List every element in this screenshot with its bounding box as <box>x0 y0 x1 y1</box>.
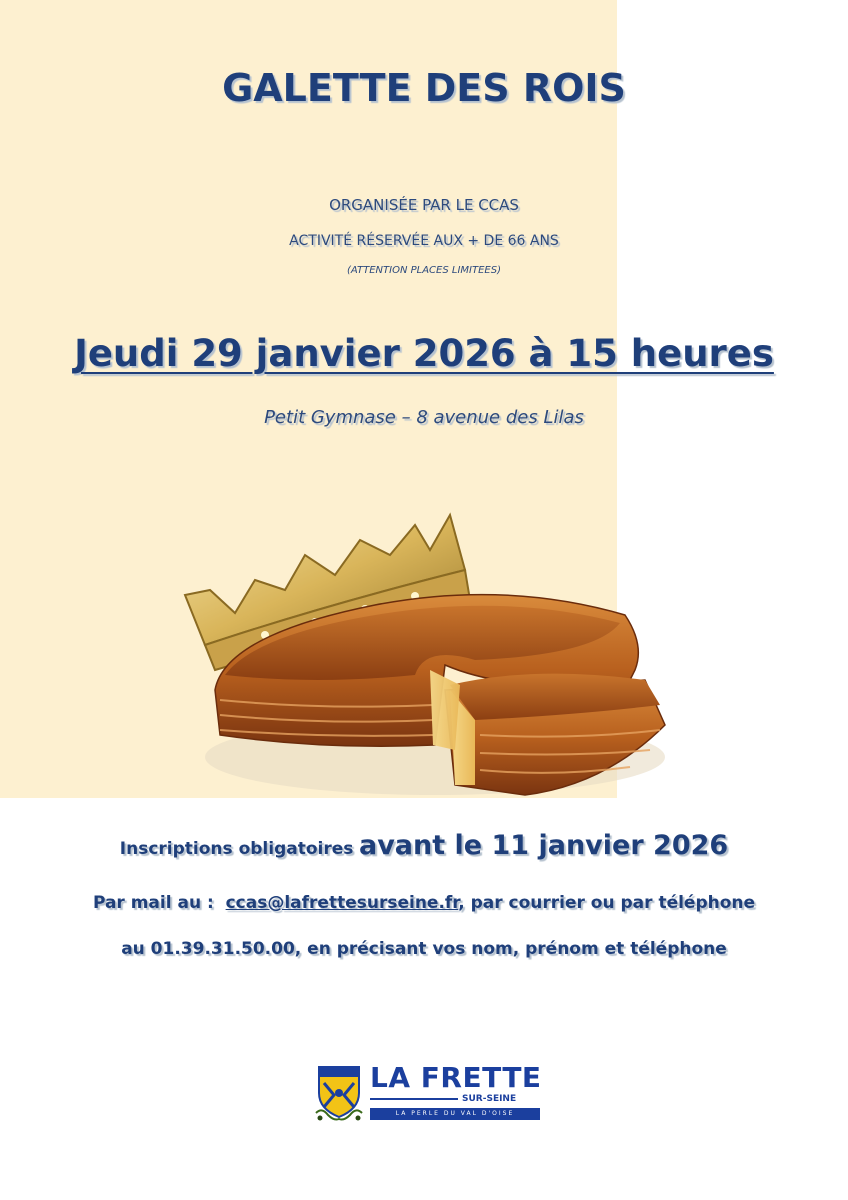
mail-prefix: Par mail au : <box>92 893 214 913</box>
registration-deadline: avant le 11 janvier 2026 <box>358 830 729 861</box>
logo-subtitle: SUR-SEINE <box>462 1094 517 1104</box>
galette-with-crown-illustration <box>175 495 675 810</box>
logo-town-name: LA FRETTE <box>370 1061 542 1094</box>
poster-title: GALETTE DES ROIS <box>222 66 626 110</box>
town-crest-icon <box>312 1063 366 1125</box>
logo-rule <box>370 1098 458 1100</box>
limited-places-notice: (ATTENTION PLACES LIMITEES) <box>347 265 501 276</box>
event-location: Petit Gymnase – 8 avenue des Lilas <box>264 407 584 428</box>
mail-instructions <box>0 893 848 913</box>
audience-line: ACTIVITÉ RÉSERVÉE AUX + DE 66 ANS <box>289 233 559 249</box>
registration-prefix: Inscriptions obligatoires <box>119 839 354 859</box>
contact-email-link[interactable]: ccas@lafrettesurseine.fr <box>225 893 459 913</box>
town-logo <box>312 1063 542 1127</box>
registration-line <box>0 830 848 861</box>
mail-suffix: , par courrier ou par téléphone <box>458 893 756 913</box>
organizer-line: ORGANISÉE PAR LE CCAS <box>329 196 519 214</box>
logo-tagline: LA PERLE DU VAL D'OISE <box>370 1108 540 1120</box>
phone-instructions: au 01.39.31.50.00, en précisant vos nom, prénom et téléphone <box>121 939 727 959</box>
event-date-time: Jeudi 29 janvier 2026 à 15 heures <box>74 332 774 375</box>
